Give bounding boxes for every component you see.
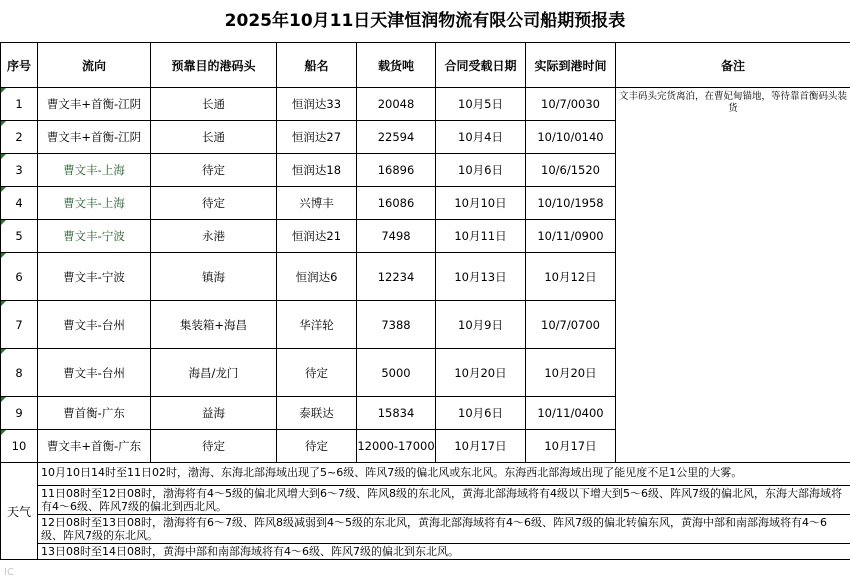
header-note: 备注 xyxy=(616,43,850,88)
row-tons: 15834 xyxy=(357,397,436,430)
row-tons: 12234 xyxy=(357,253,436,301)
row-ship: 泰联达 xyxy=(277,397,357,430)
row-route: 曹文丰-台州 xyxy=(38,301,151,349)
row-no: 6 xyxy=(1,253,38,301)
row-ship: 恒润达21 xyxy=(277,220,357,253)
row-contract: 10月10日 xyxy=(436,187,526,220)
row-route: 曹文丰-台州 xyxy=(38,349,151,397)
row-port: 待定 xyxy=(151,430,277,463)
row-arrival: 10/7/0700 xyxy=(526,301,616,349)
row-contract: 10月5日 xyxy=(436,88,526,121)
row-ship: 待定 xyxy=(277,349,357,397)
row-port: 待定 xyxy=(151,187,277,220)
row-ship: 恒润达18 xyxy=(277,154,357,187)
row-tons: 16086 xyxy=(357,187,436,220)
watermark-logo: IC xyxy=(4,567,14,578)
ship-schedule-table xyxy=(0,42,850,560)
row-tons: 7388 xyxy=(357,301,436,349)
sheet-title: 2025年10月11日天津恒润物流有限公司船期预报表 xyxy=(224,11,626,31)
row-route: 曹文丰-宁波 xyxy=(38,253,151,301)
row-route: 曹文丰-宁波 xyxy=(38,220,151,253)
row-route: 曹文丰-上海 xyxy=(38,154,151,187)
row-route: 曹文丰+首衡-广东 xyxy=(38,430,151,463)
row-tons: 7498 xyxy=(357,220,436,253)
row-route: 曹文丰-上海 xyxy=(38,187,151,220)
row-tons: 5000 xyxy=(357,349,436,397)
header-arrival-time: 实际到港时间 xyxy=(526,43,616,88)
row-arrival: 10/11/0900 xyxy=(526,220,616,253)
row-note: 文丰码头完货离泊，在曹妃甸锚地，等待靠首衡码头装货 xyxy=(616,88,850,463)
row-arrival: 10月20日 xyxy=(526,349,616,397)
row-no: 5 xyxy=(1,220,38,253)
row-port: 永港 xyxy=(151,220,277,253)
row-arrival: 10月12日 xyxy=(526,253,616,301)
row-arrival: 10/10/0140 xyxy=(526,121,616,154)
row-no: 4 xyxy=(1,187,38,220)
row-tons: 22594 xyxy=(357,121,436,154)
header-ship: 船名 xyxy=(277,43,357,88)
row-no: 8 xyxy=(1,349,38,397)
header-row xyxy=(1,43,850,88)
row-ship: 兴博丰 xyxy=(277,187,357,220)
row-contract: 10月20日 xyxy=(436,349,526,397)
weather-line: 10月10日14时至11日02时，渤海、东海北部海域出现了5~6级、阵风7级的偏北风或东北风。东海西北部海域出现了能见度不足1公里的大雾。 xyxy=(38,463,850,486)
row-no: 7 xyxy=(1,301,38,349)
row-port: 益海 xyxy=(151,397,277,430)
row-tons: 16896 xyxy=(357,154,436,187)
row-port: 长通 xyxy=(151,121,277,154)
row-contract: 10月17日 xyxy=(436,430,526,463)
row-port: 集装箱+海昌 xyxy=(151,301,277,349)
weather-label: 天气 xyxy=(1,463,38,560)
row-port: 待定 xyxy=(151,154,277,187)
row-ship: 恒润达33 xyxy=(277,88,357,121)
row-ship: 恒润达27 xyxy=(277,121,357,154)
row-arrival: 10/11/0400 xyxy=(526,397,616,430)
row-arrival: 10/7/0030 xyxy=(526,88,616,121)
row-port: 镇海 xyxy=(151,253,277,301)
row-tons: 12000-17000 xyxy=(357,430,436,463)
row-route: 曹文丰+首衡-江阴 xyxy=(38,121,151,154)
header-route: 流向 xyxy=(38,43,151,88)
weather-row xyxy=(1,463,850,560)
row-contract: 10月11日 xyxy=(436,220,526,253)
row-contract: 10月13日 xyxy=(436,253,526,301)
row-route: 曹文丰+首衡-江阴 xyxy=(38,88,151,121)
row-arrival: 10/6/1520 xyxy=(526,154,616,187)
table-row xyxy=(1,88,850,121)
row-no: 2 xyxy=(1,121,38,154)
header-no: 序号 xyxy=(1,43,38,88)
weather-line: 11日08时至12日08时，渤海将有4～5级的偏北风增大到6～7级、阵风8级的东北风，黄海北部海域将有4级以下增大到5～6级、阵风7级的偏北风，东海大部海域将有4～6级、阵风7级的偏北到西北风。 xyxy=(38,486,850,515)
row-contract: 10月6日 xyxy=(436,154,526,187)
row-contract: 10月9日 xyxy=(436,301,526,349)
weather-line: 13日08时至14日08时，黄海中部和南部海域将有4～6级、阵风7级的偏北到东北风。 xyxy=(41,545,459,558)
header-port: 预靠目的港码头 xyxy=(151,43,277,88)
row-no: 3 xyxy=(1,154,38,187)
row-no: 9 xyxy=(1,397,38,430)
row-ship: 华洋轮 xyxy=(277,301,357,349)
row-contract: 10月4日 xyxy=(436,121,526,154)
row-tons: 20048 xyxy=(357,88,436,121)
header-contract-date: 合同受载日期 xyxy=(436,43,526,88)
weather-forecast xyxy=(38,463,850,560)
weather-line: 12日08时至13日08时，渤海将有6～7级、阵风8级减弱到4～5级的东北风，黄海北部海域将有4～6级、阵风7级的偏北转偏东风，黄海中部和南部海域将有4～6级、阵风7级的东北风。 xyxy=(38,515,850,544)
row-port: 海昌/龙门 xyxy=(151,349,277,397)
row-no: 1 xyxy=(1,88,38,121)
row-ship: 待定 xyxy=(277,430,357,463)
row-no: 10 xyxy=(1,430,38,463)
header-tons: 载货吨 xyxy=(357,43,436,88)
row-arrival: 10月17日 xyxy=(526,430,616,463)
row-arrival: 10/10/1958 xyxy=(526,187,616,220)
row-route: 曹首衡-广东 xyxy=(38,397,151,430)
row-contract: 10月6日 xyxy=(436,397,526,430)
row-port: 长通 xyxy=(151,88,277,121)
row-ship: 恒润达6 xyxy=(277,253,357,301)
